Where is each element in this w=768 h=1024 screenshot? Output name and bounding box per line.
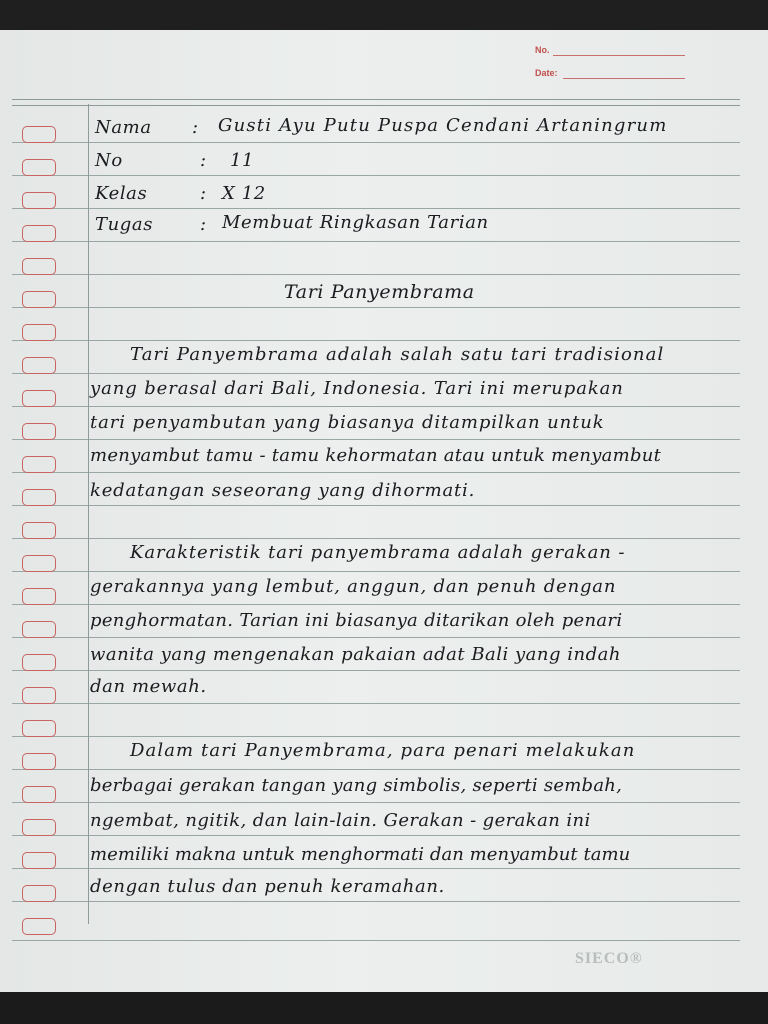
checkbox[interactable] [22,225,56,242]
identity-sep: : [200,183,207,204]
checkbox[interactable] [22,588,56,605]
ruled-line [12,637,740,638]
paragraph-1-line-4: menyambut tamu - tamu kehormatan atau untuk menyambut [90,445,662,466]
checkbox[interactable] [22,456,56,473]
checkbox[interactable] [22,885,56,902]
identity-sep: : [192,117,199,138]
ruled-line [12,307,740,308]
checkbox[interactable] [22,786,56,803]
checkbox[interactable] [22,126,56,143]
ruled-line [12,241,740,242]
checkbox[interactable] [22,291,56,308]
header-date-line [563,78,685,79]
paragraph-3-line-5: dengan tulus dan penuh keramahan. [90,876,445,897]
essay-title: Tari Panyembrama [284,281,475,303]
ruled-line [12,868,740,869]
header-no-line [553,55,685,56]
checkbox[interactable] [22,819,56,836]
paragraph-1-line-5: kedatangan seseorang yang dihormati. [90,480,476,501]
margin-line [88,104,89,924]
photo-frame-top [0,0,768,30]
paragraph-3-line-4: memiliki makna untuk menghormati dan menyambut tamu [90,844,631,865]
ruled-line [12,175,740,176]
ruled-line [12,105,740,106]
identity-label-tugas: Tugas [95,214,154,235]
identity-value-tugas: Membuat Ringkasan Tarian [222,212,489,233]
photo-frame-bottom [0,992,768,1024]
ruled-line [12,538,740,539]
paragraph-2-line-1: Karakteristik tari panyembrama adalah gerakan - [130,542,626,563]
ruled-line [12,406,740,407]
paragraph-2-line-2: gerakannya yang lembut, anggun, dan penuh dengan [90,576,617,597]
checkbox[interactable] [22,621,56,638]
identity-label-no: No [95,150,123,171]
checkbox[interactable] [22,192,56,209]
ruled-line [12,99,740,100]
checkbox[interactable] [22,258,56,275]
ruled-line [12,373,740,374]
paragraph-2-line-3: penghormatan. Tarian ini biasanya ditarikan oleh penari [90,610,623,631]
checkbox[interactable] [22,522,56,539]
paragraph-3-line-3: ngembat, ngitik, dan lain-lain. Gerakan - gerakan ini [90,810,591,831]
identity-label-kelas: Kelas [95,183,148,204]
paragraph-1-line-3: tari penyambutan yang biasanya ditampilkan untuk [90,412,605,433]
identity-sep: : [200,214,207,235]
header-no-label: No. [535,45,550,55]
ruled-line [12,571,740,572]
ruled-line [12,274,740,275]
checkbox[interactable] [22,324,56,341]
ruled-line [12,901,740,902]
paragraph-1-line-2: yang berasal dari Bali, Indonesia. Tari ini merupakan [90,378,624,399]
ruled-line [12,439,740,440]
paragraph-1-line-1: Tari Panyembrama adalah salah satu tari tradisional [130,344,665,365]
ruled-line [12,604,740,605]
paragraph-3-line-2: berbagai gerakan tangan yang simbolis, seperti sembah, [90,775,623,796]
identity-value-no: 11 [230,150,255,171]
paragraph-2-line-4: wanita yang mengenakan pakaian adat Bali yang indah [90,644,621,665]
ruled-line [12,703,740,704]
ruled-line [12,505,740,506]
ruled-line [12,472,740,473]
checkbox[interactable] [22,720,56,737]
identity-label-nama: Nama [95,117,152,138]
ruled-line [12,340,740,341]
ruled-line [12,835,740,836]
checkbox[interactable] [22,423,56,440]
checkbox[interactable] [22,918,56,935]
checkbox[interactable] [22,159,56,176]
checkbox[interactable] [22,489,56,506]
checkbox[interactable] [22,687,56,704]
identity-sep: : [200,150,207,171]
checkbox[interactable] [22,357,56,374]
checkbox[interactable] [22,753,56,770]
header-date-label: Date: [535,68,558,78]
checkbox[interactable] [22,654,56,671]
ruled-line [12,802,740,803]
ruled-line [12,142,740,143]
checkbox[interactable] [22,852,56,869]
paragraph-3-line-1: Dalam tari Panyembrama, para penari melakukan [130,740,636,761]
checkbox[interactable] [22,555,56,572]
ruled-line [12,208,740,209]
ruled-line [12,940,740,941]
paragraph-2-line-5: dan mewah. [90,676,207,697]
brand-logo: SIECO® [575,950,643,967]
ruled-line [12,736,740,737]
ruled-line [12,769,740,770]
identity-value-kelas: X 12 [222,183,266,204]
ruled-line [12,670,740,671]
checkbox[interactable] [22,390,56,407]
identity-value-nama: Gusti Ayu Putu Puspa Cendani Artaningrum [218,115,668,136]
